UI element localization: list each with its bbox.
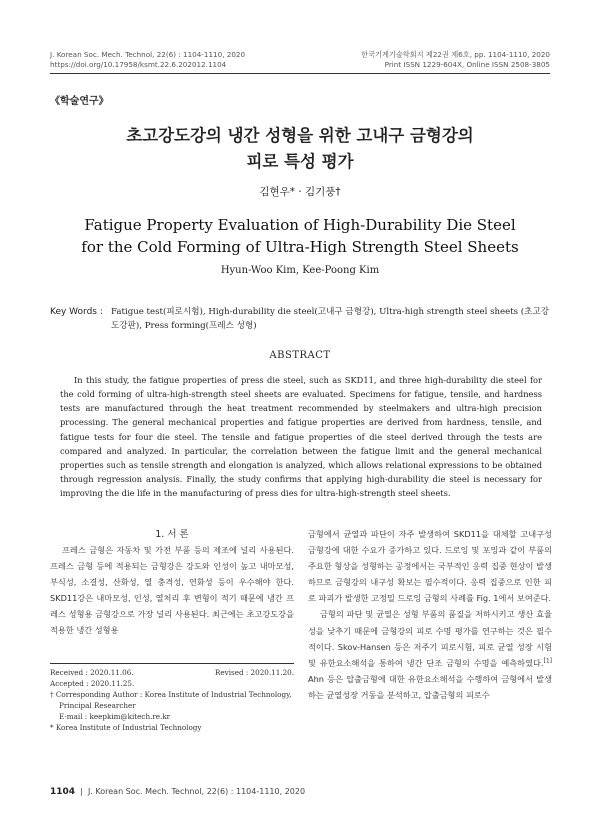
title-kr-line2: 피로 특성 평가 bbox=[246, 152, 354, 171]
header-issn: Print ISSN 1229-604X, Online ISSN 2508-3805 bbox=[384, 60, 550, 69]
footer-journal: J. Korean Soc. Mech. Technol, 22(6) : 1104-1110, 2020 bbox=[87, 787, 306, 796]
keywords-text: Fatigue test(피로시험), High-durability die steel(고내구 금형강), Ultra-high strength steel sheets (초고강도강판), Press forming(프레스 성형) bbox=[111, 307, 550, 331]
title-kr-line1: 초고강도강의 냉간 성형을 위한 고내구 금형강의 bbox=[126, 126, 474, 145]
section-label: 《학술연구》 bbox=[50, 96, 109, 107]
footer-separator: | bbox=[77, 787, 86, 796]
corresponding-role: Principal Researcher bbox=[59, 700, 136, 710]
article-notes bbox=[50, 668, 294, 734]
page-number: 1104 bbox=[50, 787, 76, 797]
title-en-line1: Fatigue Property Evaluation of High-Durability Die Steel bbox=[84, 216, 516, 234]
notes-rule bbox=[50, 663, 294, 664]
intro-right-paragraph-1: 금형에서 균열과 파단이 자주 발생하여 SKD11을 대체할 고내구성 금형강에 대한 수요가 증가하고 있다. 드로잉 및 포밍과 같이 부품의 주요한 형상을 성형하는 공정에서는 국부적인 응력 집중 현상이 발생하므로 금형강의 내구성 확보는 필수적이다. 응력 집중으로 인한 피로 파괴가 발생한 고정밀 드로잉 금형의 사례를 Fig. 1에서 보여준다. bbox=[308, 529, 552, 604]
revised-date: Revised : 2020.11.20. bbox=[215, 668, 294, 677]
intro-left-paragraph: 프레스 금형은 자동차 및 가전 부품 등의 제조에 널리 사용된다. 프레스 금형 등에 적용되는 금형강은 강도와 인성이 높고 내마모성, 부식성, 소결성, 산화성, 열 충격성, 연화성 등이 우수해야 한다. SKD11강은 내마모성, 인성, 열처리 후 변형이 적기 때문에 냉간 프레스 성형용 금형강으로 가장 널리 사용된다. 최근에는 초고강도강을 적용한 냉간 성형용 bbox=[50, 545, 294, 636]
authors-en: Hyun-Woo Kim, Kee-Poong Kim bbox=[220, 265, 380, 276]
intro-right-paragraph-2b: Ahn 등은 압출금형에 대한 유한요소해석을 수행하여 금형에서 발생하는 균열성장 거동을 분석하고, 압출금형의 피로수 bbox=[308, 673, 552, 700]
authors-kr: 김현우* · 김기풍† bbox=[259, 186, 341, 198]
intro-heading: 1. 서 론 bbox=[155, 529, 189, 540]
header-journal-en: J. Korean Soc. Mech. Technol, 22(6) : 1104-1110, 2020 bbox=[50, 50, 246, 59]
abstract-body: In this study, the fatigue properties of press die steel, such as SKD11, and three high-durability die steel for the cold forming of ultra-high-strength steel sheets are evaluated. Specimens for fatigue, tensile, and hardness tests are manufactured through the heat treatment recommended by steelmakers and ultra-high precision processing. The general mechanical properties and fatigue properties are derived from hardness, tensile, and fatigue tests for four die steel. The tensile and fatigue properties of die steel derived through the tests are compared and analyzed. In particular, the correlation between the fatigue limit and the general mechanical properties such as tensile strength and elongation is analyzed, which allows relational expressions to be obtained through regression analysis. Finally, the study confirms that applying high-durability die steel is necessary for improving the die life in the manufacturing of press dies for ultra-high-strength steel sheets. bbox=[60, 375, 542, 499]
header-journal-kr: 한국기계기술학회지 제22권 제6호, pp. 1104-1110, 2020 bbox=[361, 50, 550, 59]
intro-left-column bbox=[50, 542, 294, 639]
accepted-date: Accepted : 2020.11.25. bbox=[50, 679, 135, 688]
header-rule bbox=[50, 73, 550, 74]
intro-right-paragraph-2 bbox=[308, 606, 552, 703]
page-footer bbox=[50, 787, 305, 797]
citation-ref[interactable]: [1] bbox=[543, 657, 552, 665]
corresponding-email[interactable]: E-mail : keepkim@kitech.re.kr bbox=[59, 711, 171, 721]
intro-right-paragraph-2a: 금형의 파단 및 균열은 성형 부품의 품질을 저하시키고 생산 효율성을 낮추기 때문에 금형강의 피로 수명 평가를 연구하는 것은 필수적이다. Skov-Hansen 등은 저주기 피로시험, 피로 균열 성장 시험 및 유한요소해석을 통하여 냉간 단조 금형의 수명을 예측하였다. bbox=[308, 609, 552, 668]
title-en-line2: for the Cold Forming of Ultra-High Strength Steel Sheets bbox=[81, 238, 519, 256]
keywords-label: Key Words : bbox=[50, 307, 103, 317]
abstract-title: ABSTRACT bbox=[269, 350, 331, 361]
coauthor-affiliation: * Korea Institute of Industrial Technology bbox=[50, 722, 202, 732]
intro-right-column bbox=[308, 526, 552, 703]
header-doi[interactable]: https://doi.org/10.17958/ksmt.22.6.202012.1104 bbox=[50, 60, 227, 69]
received-date: Received : 2020.11.06. bbox=[50, 668, 134, 677]
corresponding-author: † Corresponding Author : Korea Institute of Industrial Technology, bbox=[50, 689, 292, 699]
